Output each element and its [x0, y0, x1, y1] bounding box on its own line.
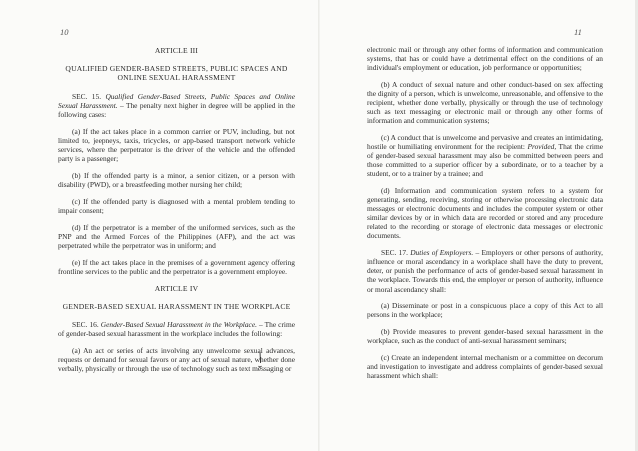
article-subtitle-line: QUALIFIED GENDER-BASED STREETS, PUBLIC SPACES AND	[65, 64, 288, 74]
proviso-term: Provided,	[527, 142, 557, 152]
paragraph-continuation: electronic mail or through any other forms of information and communication systems, that has or could have a detrimental effect on the conditions of an individual's employment or education, job performance or opportunities;	[367, 45, 603, 73]
list-item-text: That the crime of gender-based sexual harassment may also be committed between peers and those committed to a superior officer by a subordinate, or to a teacher by a student, or to a trainer by a trainee; and	[367, 142, 603, 179]
left-column	[58, 46, 295, 381]
article-subtitle: GENDER-BASED SEXUAL HARASSMENT IN THE WORKPLACE	[62, 301, 291, 311]
list-item: (b) If the offended party is a minor, a senior citizen, or a person with disability (PWD), or a breastfeeding mother nursing her child;	[58, 171, 295, 190]
article-title: ARTICLE IV	[154, 283, 199, 293]
section-text: – The penalty next higher in degree will be applied in the following cases:	[58, 101, 296, 120]
list-item: (d) Information and communication system refers to a system for generating, sending, receiving, storing or otherwise processing electronic data messages or electronic documents and includes the computer system or other similar devices by or in which data are recorded or stored and any procedure related to the recording or storage of electronic data messages or electronic documents.	[367, 186, 603, 241]
article-subtitle	[58, 64, 295, 82]
right-page	[320, 0, 638, 451]
list-item: (c) If the offended party is diagnosed with a mental problem tending to impair consent;	[58, 196, 295, 215]
article-title: ARTICLE III	[154, 46, 199, 55]
section-title: Qualified Gender-Based Streets, Public Spaces and Online Sexual Harassment.	[58, 92, 295, 111]
list-item: (e) If the act takes place in the premises of a government agency offering frontline services to the public and the perpetrator is a government employee.	[58, 257, 295, 276]
section-title: Duties of Employers.	[410, 248, 474, 258]
section-title: Gender-Based Sexual Harassment in the Workplace.	[100, 319, 257, 329]
list-item: (a) Disseminate or post in a conspicuous place a copy of this Act to all persons in the workplace;	[367, 301, 603, 320]
section-label: SEC. 16.	[72, 319, 99, 329]
list-item: (b) Provide measures to prevent gender-based sexual harassment in the workplace, such as the conduct of anti-sexual harassment seminars;	[367, 327, 603, 346]
right-column	[367, 45, 603, 388]
section-paragraph	[367, 248, 603, 293]
section-label: SEC. 17.	[381, 248, 408, 258]
section-paragraph	[58, 320, 295, 338]
list-item: (d) If the perpetrator is a member of the uniformed services, such as the PNP and the Armed Forces of the Philippines (AFP), and the act was perpetrated while the perpetrator was in uniform; and	[58, 222, 295, 250]
section-paragraph	[58, 92, 295, 119]
list-item	[367, 133, 603, 178]
left-page	[0, 0, 318, 451]
article-subtitle-line: ONLINE SEXUAL HARASSMENT	[117, 73, 236, 83]
list-item: (a) If the act takes place in a common carrier or PUV, including, but not limited to, jeepneys, taxis, tricycles, or app-based transport network vehicle services, where the perpetrator is the driver of the vehicle and the offended party is a passenger;	[58, 127, 295, 164]
list-item: (b) A conduct of sexual nature and other conduct-based on sex affecting the dignity of a person, which is unwelcome, unreasonable, and offensive to the recipient, whether done verbally, physically or through the use of technology such as text messaging or electronic mail or through any other forms of information and communication systems;	[367, 79, 603, 126]
list-item: (c) Create an independent internal mechanism or a committee on decorum and investigation to investigate and address complaints of gender-based sexual harassment which shall:	[367, 352, 603, 380]
page-number: 10	[60, 27, 69, 37]
handwritten-mark	[257, 351, 263, 369]
list-item: (a) An act or series of acts involving any unwelcome sexual advances, requests or demand for sexual favors or any act of sexual nature, whether done verbally, physically or through the use of technology such as text messaging or	[58, 345, 295, 373]
list-item-text: (c) A conduct that is unwelcome and pervasive and creates an intimidating, hostile or humiliating environment for the recipient:	[367, 132, 603, 152]
section-text: – The crime of gender-based sexual harassment in the workplace includes the following:	[58, 319, 295, 339]
section-text: – Employers or other persons of authority, influence or moral ascendancy in a workplace shall have the duty to prevent, deter, or punish the performance of acts of gender-based sexual harassment in the workplace. Towards this end, the employer or person of authority, influence or moral ascendancy shall:	[367, 248, 603, 294]
page-number: 11	[574, 27, 582, 37]
section-label: SEC. 15.	[72, 92, 102, 102]
